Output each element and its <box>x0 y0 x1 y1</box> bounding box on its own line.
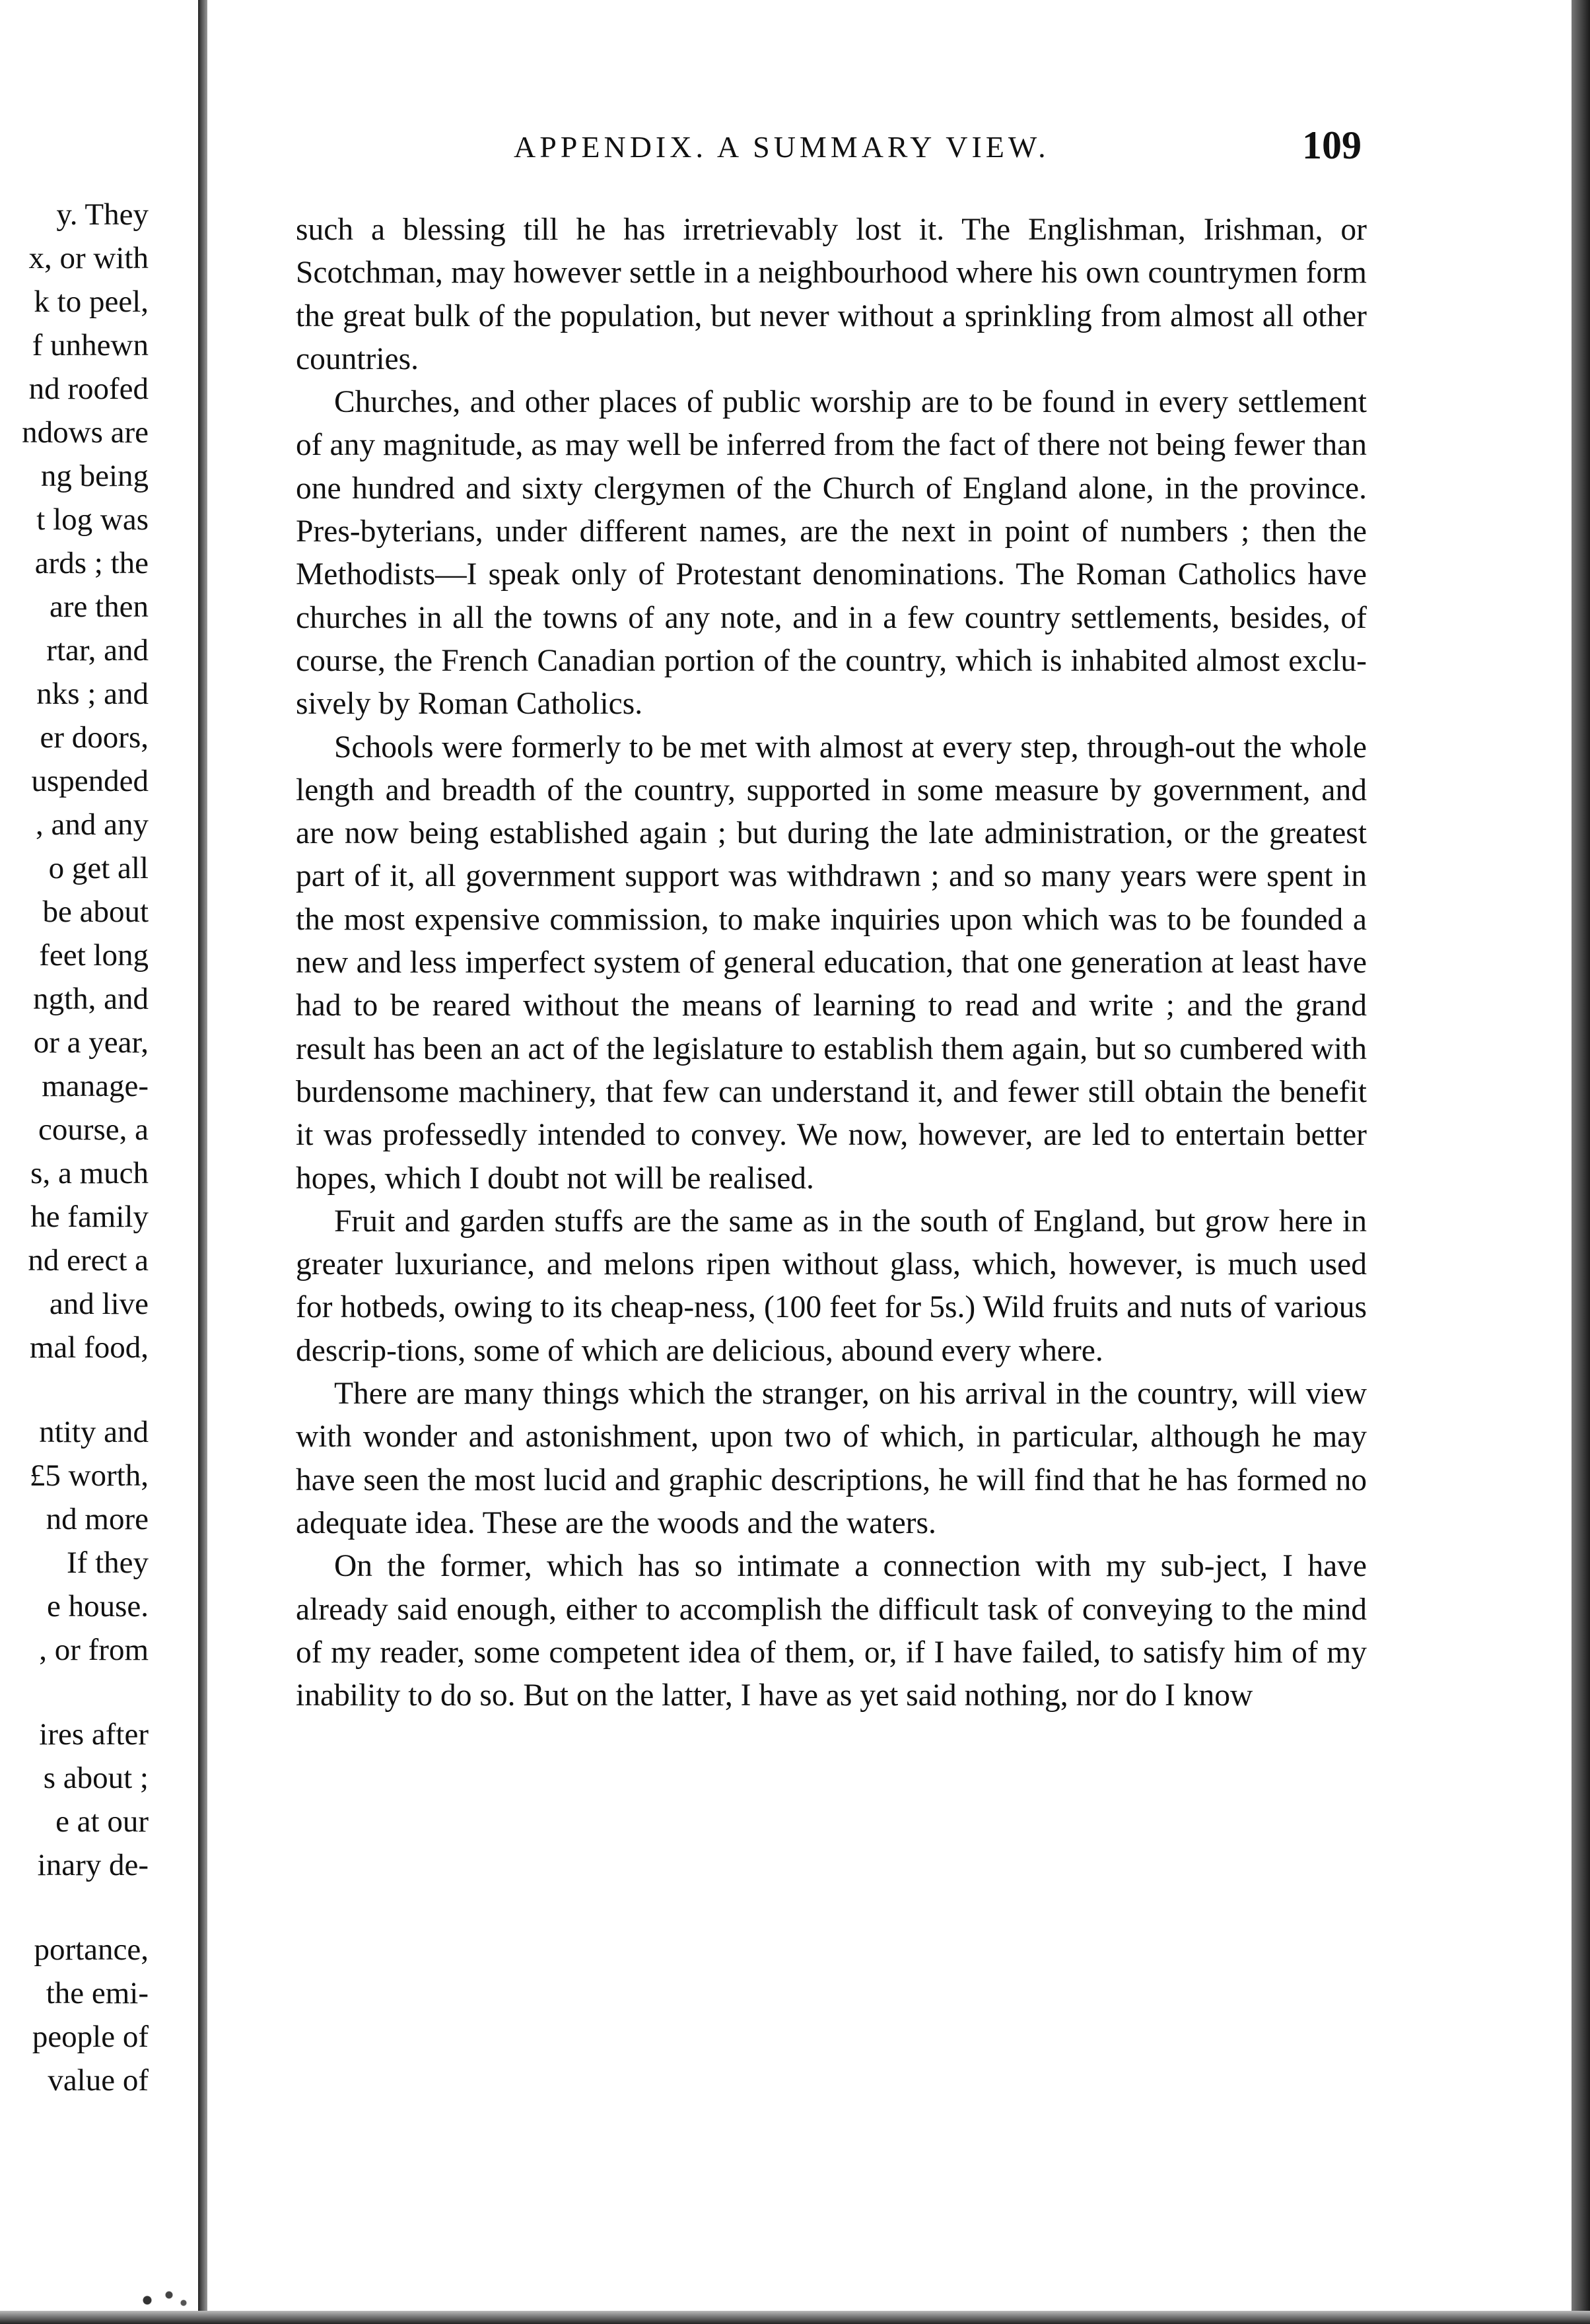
paragraph: Churches, and other places of public worship are to be found in every settlement of any magnitude, as may well be inferred from the fact of there not being fewer than one hundred and sixty clergymen of the Church of England alone, in the province. Pres-byterians, under different names, are the next in point of numbers ; then the Methodists—I speak only of Protestant denominations. The Roman Catholics have churches in all the towns of any note, and in a few country settlements, besides, of course, the French Canadian portion of the country, which is inhabited almost exclu-sively by Roman Catholics. <box>296 385 1367 722</box>
left-fragment-line: x, or with <box>28 241 149 275</box>
left-fragment-line: nks ; and <box>36 677 149 711</box>
left-fragment-line: nd more <box>46 1502 149 1536</box>
left-fragment-line: or a year, <box>33 1025 149 1060</box>
left-fragment-line: the emi- <box>46 1976 149 2010</box>
left-fragment-line: are then <box>49 590 149 624</box>
left-fragment-line: s, a much <box>30 1156 149 1190</box>
left-fragment-line: feet long <box>39 938 149 973</box>
left-fragment-line <box>0 1369 149 1410</box>
left-fragment-line: uspended <box>31 764 149 798</box>
paragraph: such a blessing till he has irretrievably lost it. The Englishman, Irishman, or Scotchman, may however settle in a neighbourhood where his own countrymen form the great bulk of the population, but never without a sprinkling from almost all other countries. <box>296 213 1367 376</box>
page-header <box>296 118 1364 177</box>
left-fragment-line: inary de- <box>37 1848 149 1882</box>
left-page-fragments <box>0 193 149 2102</box>
paragraph: Fruit and garden stuffs are the same as in the south of England, but grow here in greater luxuriance, and melons ripen without glass, which, however, is much used for hotbeds, owing to its cheap-ness, (100 feet for 5s.) Wild fruits and nuts of various descrip-tions, some of which are delicious, abound every where. <box>296 1204 1367 1368</box>
left-fragment-line: ards ; the <box>34 546 149 580</box>
left-fragment-line <box>0 1672 149 1713</box>
left-fragment-line: ng being <box>40 459 149 493</box>
page-gutter <box>198 0 207 2311</box>
left-fragment-line: mal food, <box>29 1330 149 1365</box>
left-fragment-line: ires after <box>39 1717 149 1752</box>
left-fragment-line: o get all <box>48 851 149 885</box>
left-fragment-line: people of <box>32 2020 149 2054</box>
left-fragment-line: s about ; <box>43 1761 149 1795</box>
page-bottom-edge <box>0 2311 1590 2324</box>
paragraph: Schools were formerly to be met with almost at every step, through-out the whole length and breadth of the country, supported in some measure by government, and are now being established again ; but during the late administration, or the greatest part of it, all government support was withdrawn ; and so many years were spent in the most expensive commission, to make inquiries upon which was to be founded a new and less imperfect system of general education, that one generation at least have had to be reared without the means of learning to read and write ; and the grand result has been an act of the legislature to establish them again, but so cumbered with burdensome machinery, that few can understand it, and fewer still obtain the benefit it was professedly intended to convey. We now, however, are led to entertain better hopes, which I doubt not will be realised. <box>296 730 1367 1196</box>
left-fragment-line: If they <box>67 1546 149 1580</box>
left-fragment-line: y. They <box>56 197 149 232</box>
paragraph: There are many things which the stranger, on his arrival in the country, will view with wonder and astonishment, upon two of which, in particular, although he may have seen the most lucid and graphic descriptions, he will find that he has formed no adequate idea. These are the woods and the waters. <box>296 1377 1367 1540</box>
scan-smudge <box>125 2284 198 2311</box>
page-right-edge <box>1572 0 1590 2324</box>
left-fragment-line: e house. <box>46 1589 149 1623</box>
left-fragment-line: course, a <box>38 1112 149 1147</box>
left-fragment-line: , and any <box>36 807 149 842</box>
left-fragment-line: be about <box>42 895 149 929</box>
left-fragment-line: he family <box>30 1200 149 1234</box>
running-head: APPENDIX. A SUMMARY VIEW. <box>514 130 1050 164</box>
left-fragment-line: manage- <box>42 1069 149 1103</box>
left-fragment-line: portance, <box>34 1932 149 1967</box>
left-fragment-line: , or from <box>39 1633 149 1667</box>
page-number: 109 <box>1302 123 1362 167</box>
left-fragment-line: and live <box>49 1287 149 1321</box>
main-text <box>296 209 1367 1717</box>
left-fragment-line: nd erect a <box>28 1243 149 1278</box>
left-fragment-line: £5 worth, <box>29 1458 149 1493</box>
left-fragment-line: nd roofed <box>28 372 149 406</box>
left-fragment-line: value of <box>48 2063 149 2098</box>
left-fragment-line: rtar, and <box>46 633 149 667</box>
left-fragment-line: e at our <box>55 1804 149 1839</box>
left-fragment-line: f unhewn <box>32 328 149 362</box>
left-fragment-line: ntity and <box>39 1415 149 1449</box>
left-fragment-line: t log was <box>36 502 149 537</box>
paragraph: On the former, which has so intimate a connection with my sub-ject, I have already said enough, either to accomplish the difficult task of conveying to the mind of my reader, some competent idea of them, or, if I have failed, to satisfy him of my inability to do so. But on the latter, I have as yet said nothing, nor do I know <box>296 1549 1367 1713</box>
left-fragment-line: er doors, <box>40 720 149 755</box>
left-fragment-line: k to peel, <box>34 285 149 319</box>
left-fragment-line <box>0 1887 149 1928</box>
left-fragment-line: ngth, and <box>33 982 149 1016</box>
left-fragment-line: ndows are <box>22 415 149 450</box>
